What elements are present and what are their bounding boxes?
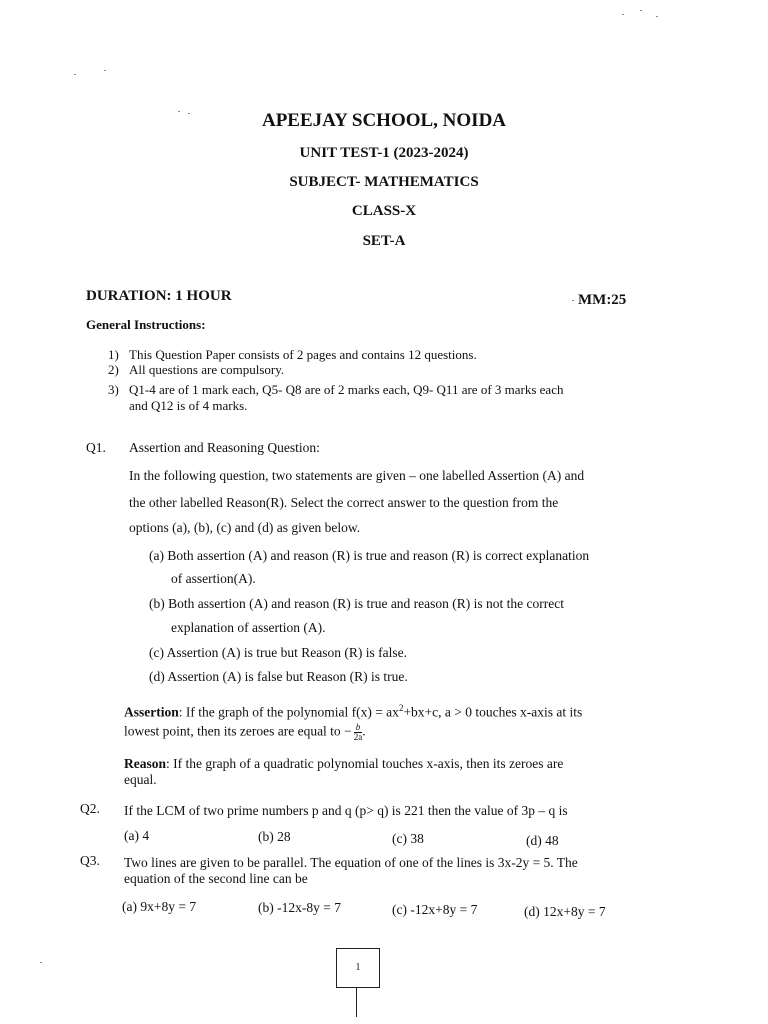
option-a: (a) Both assertion (A) and reason (R) is true and reason (R) is correct explanation: [149, 548, 590, 563]
scan-speck: [74, 74, 76, 75]
reason-label: Reason: [124, 756, 167, 771]
fraction-numerator: b: [355, 722, 361, 732]
exponent: 2: [398, 703, 404, 713]
assertion-label: Assertion: [124, 704, 179, 720]
instruction-text: This Question Paper consists of 2 pages and contains 12 questions.: [129, 347, 477, 362]
option-d: (d) 48: [526, 833, 559, 848]
duration: DURATION: 1 HOUR: [86, 288, 232, 304]
question-text: the other labelled Reason(R). Select the correct answer to the question from the: [129, 495, 559, 510]
option-a: (a) 4: [124, 828, 150, 843]
scan-speck: [188, 113, 190, 114]
page-number: 1: [355, 962, 361, 973]
scan-speck: [622, 14, 624, 15]
reason-line: [124, 756, 563, 772]
reason-text: : If the graph of a quadratic polynomial touches x-axis, then its zeroes are: [166, 756, 564, 771]
instruction-text: All questions are compulsory.: [129, 362, 285, 377]
question-text: options (a), (b), (c) and (d) as given below.: [129, 520, 361, 535]
school-name: APEEJAY SCHOOL, NOIDA: [261, 110, 507, 131]
scan-speck: [640, 10, 642, 11]
question-number: Q3.: [80, 853, 100, 868]
assertion-line: [124, 703, 582, 721]
option-a-cont: of assertion(A).: [171, 571, 256, 586]
question-text: If the LCM of two prime numbers p and q (p> q) is 221 then the value of 3p – q is: [124, 803, 568, 818]
subject-title: SUBJECT- MATHEMATICS: [289, 174, 479, 190]
question-text-cont: equation of the second line can be: [124, 871, 308, 886]
scan-speck: [656, 16, 658, 17]
scan-speck: [40, 962, 42, 963]
fraction: [353, 722, 366, 742]
page-box-stem: [356, 987, 357, 1017]
fraction-denominator: 2a: [353, 732, 363, 742]
assertion-end: .: [362, 723, 366, 739]
instruction-text-cont: and Q12 is of 4 marks.: [129, 398, 248, 413]
scan-speck: [572, 300, 574, 301]
reason-line-2: equal.: [124, 772, 157, 787]
option-b: (b) -12x-8y = 7: [258, 900, 341, 915]
assertion-text: : If the graph of the polynomial f(x) = ax: [178, 704, 399, 720]
question-text: Two lines are given to be parallel. The equation of one of the lines is 3x-2y = 5. The: [124, 855, 578, 870]
scan-speck: [104, 70, 106, 71]
assertion-text-b: +bx+c, a > 0 touches x-axis at its: [403, 704, 583, 720]
scan-speck: [178, 111, 180, 112]
question-text: In the following question, two statements are given – one labelled Assertion (A) and: [129, 468, 585, 483]
assertion-text-2: lowest point, then its zeroes are equal to −: [124, 723, 352, 739]
instruction-num: 1): [108, 347, 119, 362]
question-number: Q1.: [86, 440, 106, 455]
option-d: (d) Assertion (A) is false but Reason (R) is true.: [149, 669, 408, 684]
instructions-heading: General Instructions:: [86, 317, 206, 332]
option-b: (b) Both assertion (A) and reason (R) is true and reason (R) is not the correct: [149, 596, 564, 611]
option-c: (c) 38: [392, 831, 424, 846]
option-a: (a) 9x+8y = 7: [122, 899, 197, 914]
option-d: (d) 12x+8y = 7: [524, 904, 606, 919]
instruction-num: 2): [108, 362, 119, 377]
set-title: SET-A: [362, 233, 406, 249]
page-number-box: [336, 948, 380, 988]
instruction-text: Q1-4 are of 1 mark each, Q5- Q8 are of 2 marks each, Q9- Q11 are of 3 marks each: [129, 382, 564, 397]
instruction-num: 3): [108, 382, 119, 397]
class-title: CLASS-X: [351, 203, 417, 219]
assertion-line-2: [124, 723, 366, 742]
max-marks: MM:25: [578, 292, 627, 308]
question-number: Q2.: [80, 801, 100, 816]
option-c: (c) -12x+8y = 7: [392, 902, 478, 917]
option-b: (b) 28: [258, 829, 291, 844]
option-b-cont: explanation of assertion (A).: [171, 620, 326, 635]
option-c: (c) Assertion (A) is true but Reason (R) is false.: [149, 645, 407, 660]
question-title: Assertion and Reasoning Question:: [129, 440, 320, 455]
test-title: UNIT TEST-1 (2023-2024): [299, 145, 469, 161]
